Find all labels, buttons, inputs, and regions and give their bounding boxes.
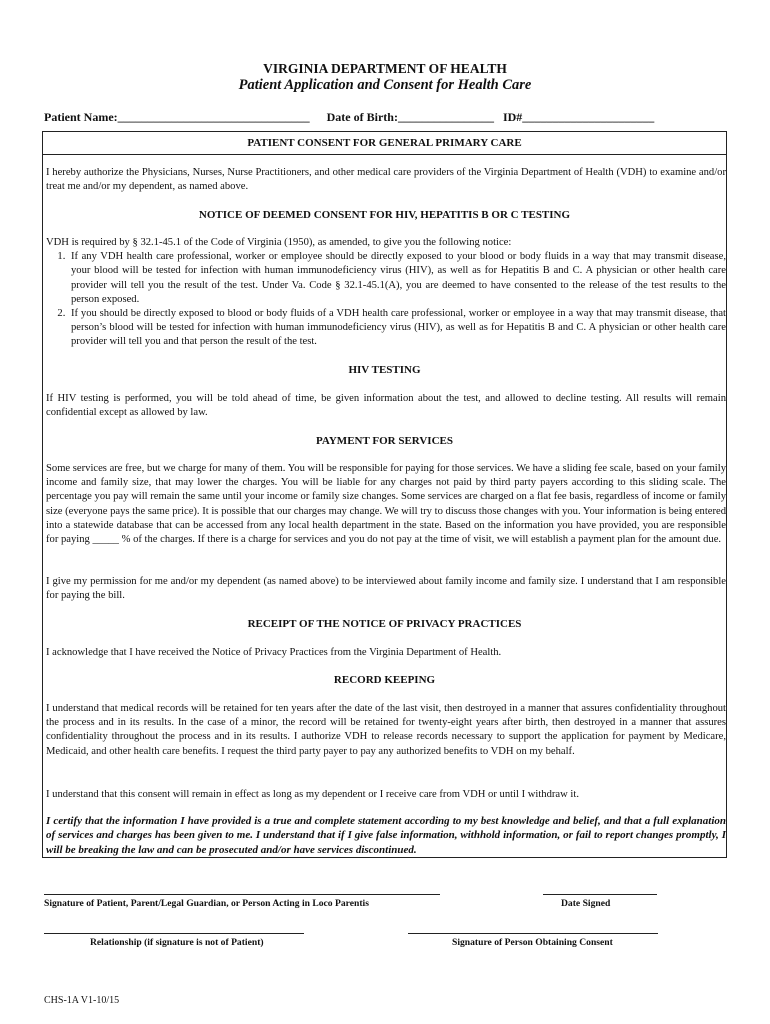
- hiv-testing-text: If HIV testing is performed, you will be told ahead of time, be given information about the test, and allowed to decline testing. All results will remain confidential except as allowed by law.: [46, 393, 726, 419]
- date-signed-label: Date Signed: [561, 898, 611, 909]
- obtainer-signature-label: Signature of Person Obtaining Consent: [452, 937, 613, 948]
- patient-id-field[interactable]: ID#______________________: [502, 110, 655, 124]
- patient-signature-label: Signature of Patient, Parent/Legal Guardian, or Person Acting in Loco Parentis: [44, 898, 369, 909]
- consent-box: [42, 131, 727, 858]
- relationship-label: Relationship (if signature is not of Patient): [90, 937, 264, 948]
- agency-title: VIRGINIA DEPARTMENT OF HEALTH: [263, 61, 507, 76]
- deemed-consent-list: [46, 250, 726, 349]
- patient-name-field[interactable]: Patient Name:________________________________: [44, 110, 310, 124]
- date-signed-line[interactable]: [543, 894, 657, 895]
- deemed-consent-intro: VDH is required by § 32.1-45.1 of the Code of Virginia (1950), as amended, to give you the following notice:: [46, 237, 512, 248]
- general-care-text: I hereby authorize the Physicians, Nurses, Nurse Practitioners, and other medical care providers of the Virginia Department of Health (VDH) to examine and/or treat me and/or my dependent, as named above.: [46, 167, 726, 193]
- hiv-testing-title: HIV TESTING: [348, 364, 421, 376]
- deemed-consent-block: [46, 236, 726, 350]
- obtainer-signature-line[interactable]: [408, 933, 658, 934]
- record-keeping-title: RECORD KEEPING: [333, 674, 436, 686]
- consent-box-header: [43, 132, 726, 155]
- deemed-consent-item-1: 1. If any VDH health care professional, worker or employee should be directly exposed to your blood or body fluids in a way that may transmit disease, your blood will be tested for infection with human immunodeficiency virus (HIV), as well as for Hepatitis B and C. A physician or other health care provider will tell you the result of the test. Under Va. Code § 32.1-45.1(A), you are deemed to have consented to the release of the test results to the person exposed.: [68, 250, 726, 307]
- patient-info-row: [44, 110, 734, 125]
- certification-text: I certify that the information I have provided is a true and complete statement according to my best knowledge and belief, and that a full explanation of services and charges has been given to me. I understand that if I give false information, withhold information, or fail to report changes promptly, I will be breaking the law and can be prosecuted and/or have services discontinued.: [46, 815, 726, 856]
- payment-title: PAYMENT FOR SERVICES: [316, 435, 453, 447]
- form-code: CHS-1A V1-10/15: [44, 995, 120, 1006]
- payment-text: Some services are free, but we charge for many of them. You will be responsible for paying for those services. We have a sliding fee scale, based on your family income and family size, that may lower the charges. You will be liable for any charges not paid by third party payers according to this sliding scale. The percentage you pay will remain the same until your income or family size changes. Some services are charged on a flat fee basis, regardless of income or family size (everyone pays the same price). It is possible that our charges may change. We will try to discuss those changes with you. Your information is being entered into a statewide database that can be accessed from any local health department in the state. Based on the information you have provided, you are responsible for paying _____ % of the charges. If there is a charge for services and you do not pay at the time of visit, we will establish a payment plan for the amount due.: [46, 463, 726, 546]
- record-keeping-text: I understand that medical records will be retained for ten years after the date of the last visit, then destroyed in a manner that assures confidentiality throughout the process and in its results. In the case of a minor, the record will be retained for twenty-eight years after birth, then destroyed in a manner that assures confidentiality throughout the process and in its results. I authorize VDH to release records necessary to support the application for payment by Medicare, Medicaid, and other health care benefits. I request the third party payer to pay any authorized benefits to VDH on my behalf.: [46, 703, 726, 757]
- payment-permission-text: I give my permission for me and/or my dependent (as named above) to be interviewed about family income and family size. I understand that I am responsible for paying the bill.: [46, 576, 726, 602]
- privacy-text: I acknowledge that I have received the Notice of Privacy Practices from the Virginia Department of Health.: [46, 647, 502, 658]
- relationship-line[interactable]: [44, 933, 304, 934]
- deemed-consent-item-2: 2. If you should be directly exposed to blood or body fluids of a VDH health care professional, worker or employee in a way that may transmit disease, that person’s blood will be tested for infection with human immunodeficiency virus (HIV), as well as for Hepatitis B and C. A physician or other health care provider will tell you and that person the result of the test.: [68, 307, 726, 350]
- form-title: Patient Application and Consent for Health Care: [238, 77, 532, 93]
- deemed-consent-title: NOTICE OF DEEMED CONSENT FOR HIV, HEPATITIS B OR C TESTING: [198, 209, 571, 221]
- date-of-birth-field[interactable]: Date of Birth:________________: [326, 110, 494, 124]
- patient-signature-line[interactable]: [44, 894, 440, 895]
- consent-duration-text: I understand that this consent will remain in effect as long as my dependent or I receive care from VDH or until I withdraw it.: [46, 789, 579, 800]
- privacy-title: RECEIPT OF THE NOTICE OF PRIVACY PRACTICES: [247, 618, 522, 630]
- general-care-title: PATIENT CONSENT FOR GENERAL PRIMARY CARE: [247, 137, 522, 149]
